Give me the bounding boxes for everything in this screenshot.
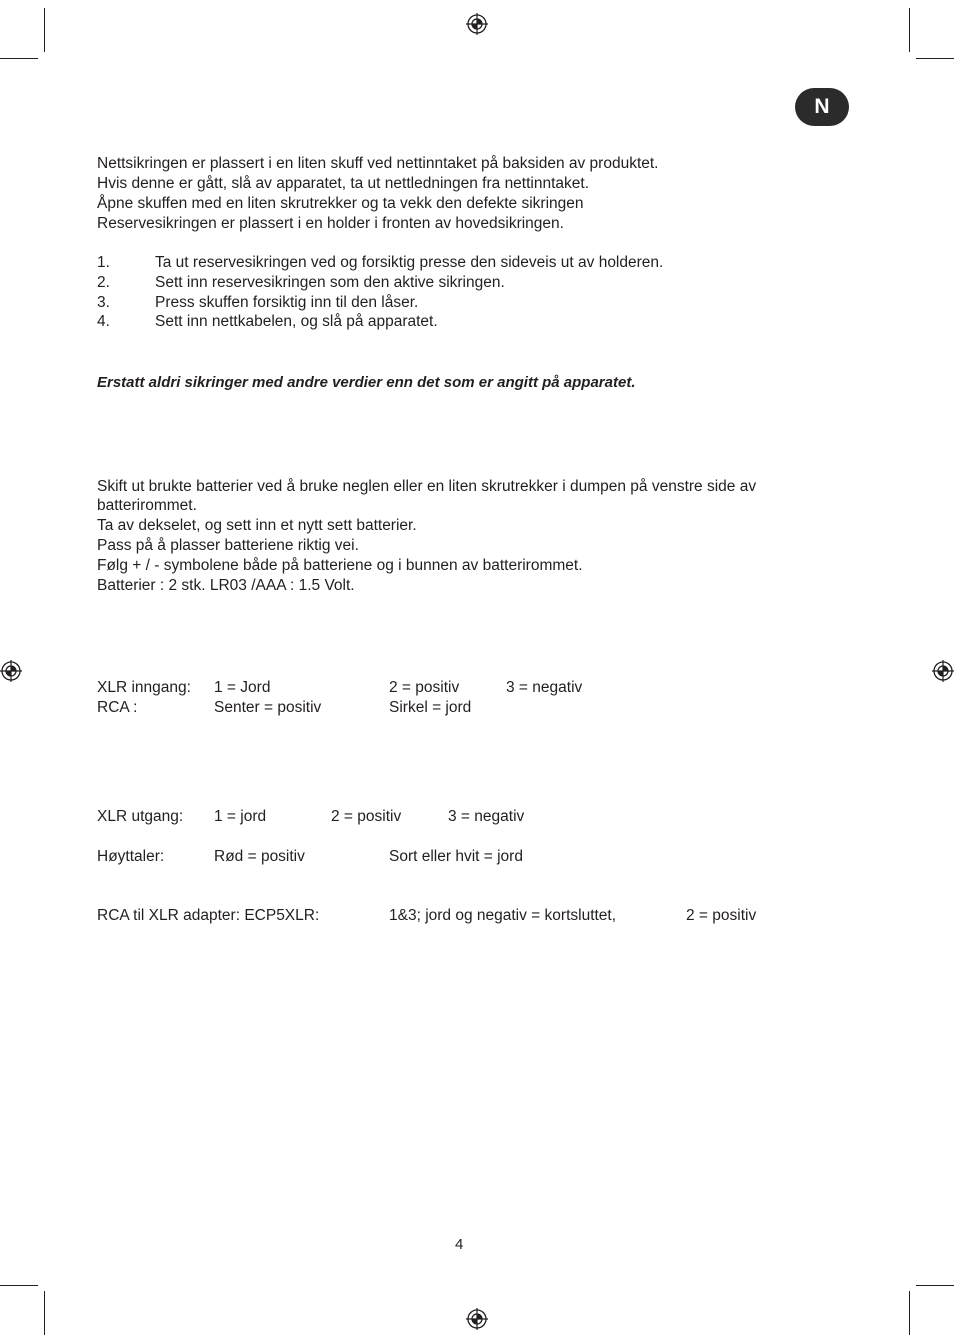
speaker-label: Høyttaler: (97, 848, 165, 865)
crop-mark (44, 8, 45, 52)
speaker-positive: Rød = positiv (214, 848, 305, 865)
xlr-input-pin1: 1 = Jord (214, 679, 271, 696)
step-text: Sett inn nettkabelen, og slå på apparatet. (155, 313, 438, 330)
battery-text-line: Ta av dekselet, og sett inn et nytt sett batterier. (97, 517, 417, 534)
step-number: 2. (97, 274, 110, 291)
xlr-output-pin2: 2 = positiv (331, 808, 402, 825)
xlr-output-pin3: 3 = negativ (448, 808, 525, 825)
battery-text-line: batterirommet. (97, 497, 197, 514)
registration-mark-icon (0, 660, 22, 682)
xlr-input-label: XLR inngang: (97, 679, 191, 696)
speaker-ground: Sort eller hvit = jord (389, 848, 523, 865)
xlr-input-pin2: 2 = positiv (389, 679, 460, 696)
crop-mark (909, 1291, 910, 1335)
battery-text-line: Pass på å plasser batteriene riktig vei. (97, 537, 359, 554)
step-number: 3. (97, 294, 110, 311)
battery-text-line: Følg + / - symbolene både på batteriene og i bunnen av batterirommet. (97, 557, 583, 574)
crop-mark (916, 1285, 954, 1286)
step-number: 4. (97, 313, 110, 330)
xlr-output-pin1: 1 = jord (214, 808, 267, 825)
step-text: Ta ut reservesikringen ved og forsiktig presse den sideveis ut av holderen. (155, 254, 664, 271)
fuse-paragraph-line: Nettsikringen er plassert i en liten skuff ved nettinntaket på baksiden av produktet. (97, 155, 659, 172)
fuse-paragraph-line: Åpne skuffen med en liten skrutrekker og ta vekk den defekte sikringen (97, 195, 584, 212)
rca-input-ring: Sirkel = jord (389, 699, 472, 716)
rca-input-label: RCA : (97, 699, 138, 716)
battery-text-line: Skift ut brukte batterier ved å bruke neglen eller en liten skrutrekker i dumpen på venstre side av (97, 478, 757, 495)
adapter-label: RCA til XLR adapter: ECP5XLR: (97, 907, 320, 924)
adapter-short: 1&3; jord og negativ = kortsluttet, (389, 907, 617, 924)
fuse-paragraph-line: Reservesikringen er plassert i en holder i fronten av hovedsikringen. (97, 215, 564, 232)
registration-mark-icon (466, 1308, 488, 1330)
registration-mark-icon (466, 13, 488, 35)
language-badge: N (795, 88, 849, 126)
page-number: 4 (455, 1236, 464, 1253)
step-text: Press skuffen forsiktig inn til den låser. (155, 294, 419, 311)
crop-mark (44, 1291, 45, 1335)
registration-mark-icon (932, 660, 954, 682)
rca-input-center: Senter = positiv (214, 699, 322, 716)
fuse-paragraph-line: Hvis denne er gått, slå av apparatet, ta ut nettledningen fra nettinntaket. (97, 175, 590, 192)
xlr-output-label: XLR utgang: (97, 808, 184, 825)
step-text: Sett inn reservesikringen som den aktive sikringen. (155, 274, 505, 291)
battery-text-line: Batterier : 2 stk. LR03 /AAA : 1.5 Volt. (97, 577, 355, 594)
crop-mark (0, 58, 38, 59)
adapter-positive: 2 = positiv (686, 907, 757, 924)
crop-mark (909, 8, 910, 52)
crop-mark (0, 1285, 38, 1286)
xlr-input-pin3: 3 = negativ (506, 679, 583, 696)
crop-mark (916, 58, 954, 59)
fuse-warning: Erstatt aldri sikringer med andre verdier enn det som er angitt på apparatet. (97, 374, 636, 391)
step-number: 1. (97, 254, 110, 271)
